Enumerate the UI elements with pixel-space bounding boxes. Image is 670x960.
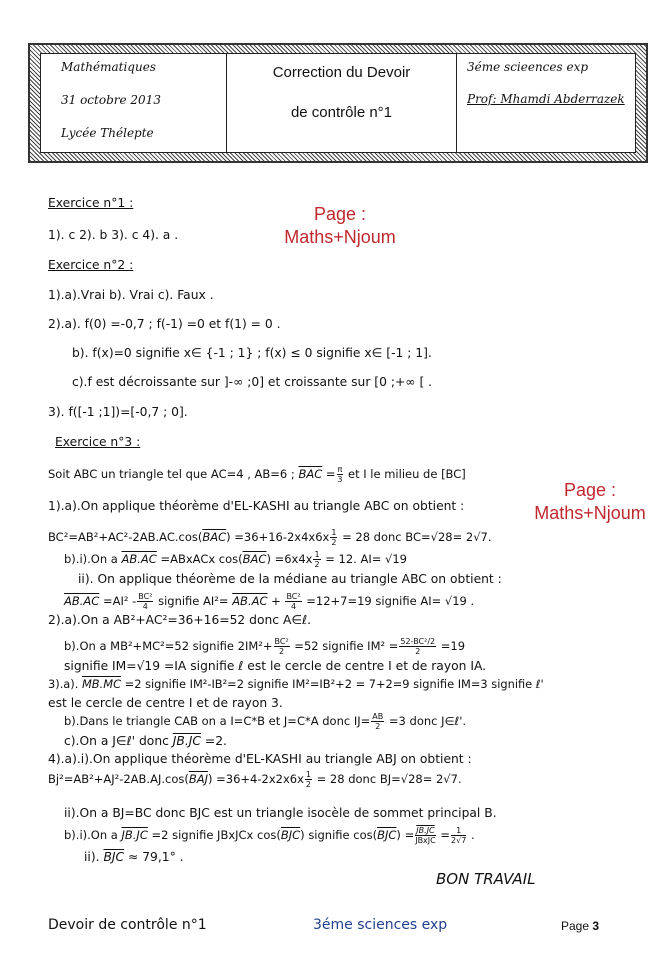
ex3-q4ai: 4).a).i).On applique théorème d'EL-KASHI au triangle ABJ on obtient : <box>48 752 472 766</box>
header-left-cell <box>41 54 227 152</box>
header-center-cell <box>227 54 457 152</box>
level: 3éme scieences exp <box>467 60 589 74</box>
prof: Prof: Mhamdi Abderrazek <box>467 92 625 106</box>
subject: Mathématiques <box>61 60 156 74</box>
ex3-q1bii-equation: AB.AC =AI² - $\frac{\text{BC²}}{4}$ signifie AI²= AB.AC + $\frac{\text{BC²}}{4}$ =12+7=19 signifie AI= √19 . <box>64 592 475 611</box>
ex3-q4ai-equation: $Bj^2=AB^2+AJ^2-2AB.AJ.\cos(\overline{BAJ}) =36+4-2x2x6x$ $\frac{1}{2}$ = 28 donc BJ=√28= 2√7. <box>48 770 462 789</box>
ex3-q2a: 2).a).On a AB²+AC²=36+16=52 donc A∈ℓ. <box>48 613 312 627</box>
ex3-q2b-l2: signifie IM=√19 =IA signifie ℓ est le cercle de centre I et de rayon IA. <box>64 659 487 673</box>
ex2-title: Exercice n°2 : <box>48 258 134 272</box>
school: Lycée Thélepte <box>61 126 154 140</box>
ex1-title: Exercice n°1 : <box>48 196 134 210</box>
ex3-q4bi: b).i).On a JB.JC =2 signifie JBxJCx $\cos(\overline{BJC})$ signifie $\cos(\overline{BJC})$ = $\frac{JB.JC}{\text{JBxJC}}$ = $\frac{1}{2√7}$ . <box>64 826 475 845</box>
doc-title-line2: de contrôle n°1 <box>290 104 393 121</box>
ex3-q4bii: ii). $\overline{BJC} \approx 79,1^\circ$ . <box>84 850 184 864</box>
ex3-q1bi: b).i).On a AB.AC =ABxACx $\cos(\overline{BAC}) =6x4x$ $\frac{1}{2}$ = 12. AI= √19 <box>64 550 407 569</box>
ex2-l2: 2).a). f(0) =-0,7 ; f(-1) =0 et f(1) = 0 . <box>48 317 281 331</box>
ex3-title: Exercice n°3 : <box>55 435 141 449</box>
header-right-cell <box>457 54 639 152</box>
ex3-q4aii: ii).On a BJ=BC donc BJC est un triangle isocèle de sommet principal B. <box>64 806 497 820</box>
ex2-l5: 3). f([-1 ;1])=[-0,7 ; 0]. <box>48 405 188 419</box>
watermark-2-line2: Maths+Njoum <box>534 503 646 523</box>
watermark-1-line1: Page : <box>313 204 367 224</box>
page-number: Page 3 <box>561 919 600 933</box>
header-box <box>40 53 636 153</box>
doc-title-line1: Correction du Devoir <box>272 64 411 81</box>
ex2-l3: b). f(x)=0 signifie x∈ {-1 ; 1} ; f(x) ≤ 0 signifie x∈ [-1 ; 1]. <box>72 346 432 360</box>
ex3-q3a: 3).a). MB.MC =2 signifie IM²-IB²=2 signifie IM²=IB²+2 = 7+2=9 signifie IM=3 signifie ℓ' <box>48 677 544 691</box>
watermark-2 <box>520 479 660 525</box>
ex3-q1a-equation: $BC^2=AB^2+AC^2-2AB.AC.\cos(\overline{BAC}) =36+16-2x4x6x$ $\frac{1}{2}$ = 28 donc BC=√28= 2√7. <box>48 528 492 547</box>
ex3-intro: Soit ABC un triangle tel que AC=4 , AB=6 ; $\overline{BAC}$ = $\frac{\pi}{3}$ et I le milieu de [BC] <box>48 465 466 484</box>
date: 31 octobre 2013 <box>61 93 161 107</box>
ex2-l1: 1).a).Vrai b). Vrai c). Faux . <box>48 288 214 302</box>
watermark-2-line1: Page : <box>563 480 617 500</box>
footer-left: Devoir de contrôle n°1 <box>48 917 207 933</box>
ex3-q3c: c).On a J∈ℓ' donc JB.JC =2. <box>64 734 227 748</box>
ex2-l4: c).f est décroissante sur ]-∞ ;0] et croissante sur [0 ;+∞ [ . <box>72 375 433 389</box>
ex3-q2b: b).On a MB²+MC²=52 signifie 2IM²+ $\frac{\text{BC²}}{2}$ =52 signifie IM² = $\frac{\text{52-BC²/2}}{2}$ =19 <box>64 637 466 656</box>
watermark-1-line2: Maths+Njoum <box>284 227 396 247</box>
closing: BON TRAVAIL <box>436 870 536 888</box>
ex3-q1a: 1).a).On applique théorème d'EL-KASHI au triangle ABC on obtient : <box>48 499 465 513</box>
header-frame <box>28 43 648 163</box>
ex3-q3b: b).Dans le triangle CAB on a I=C*B et J=C*A donc IJ= $\frac{AB}{2}$ =3 donc J∈ℓ'. <box>64 712 467 731</box>
footer-center: 3éme sciences exp <box>313 917 448 933</box>
ex3-q3a-l2: est le cercle de centre I et de rayon 3. <box>48 696 283 710</box>
ex1-answers: 1). c 2). b 3). c 4). a . <box>48 228 179 242</box>
ex3-q1bii: ii). On applique théorème de la médiane au triangle ABC on obtient : <box>78 572 502 586</box>
watermark-1 <box>270 203 410 249</box>
